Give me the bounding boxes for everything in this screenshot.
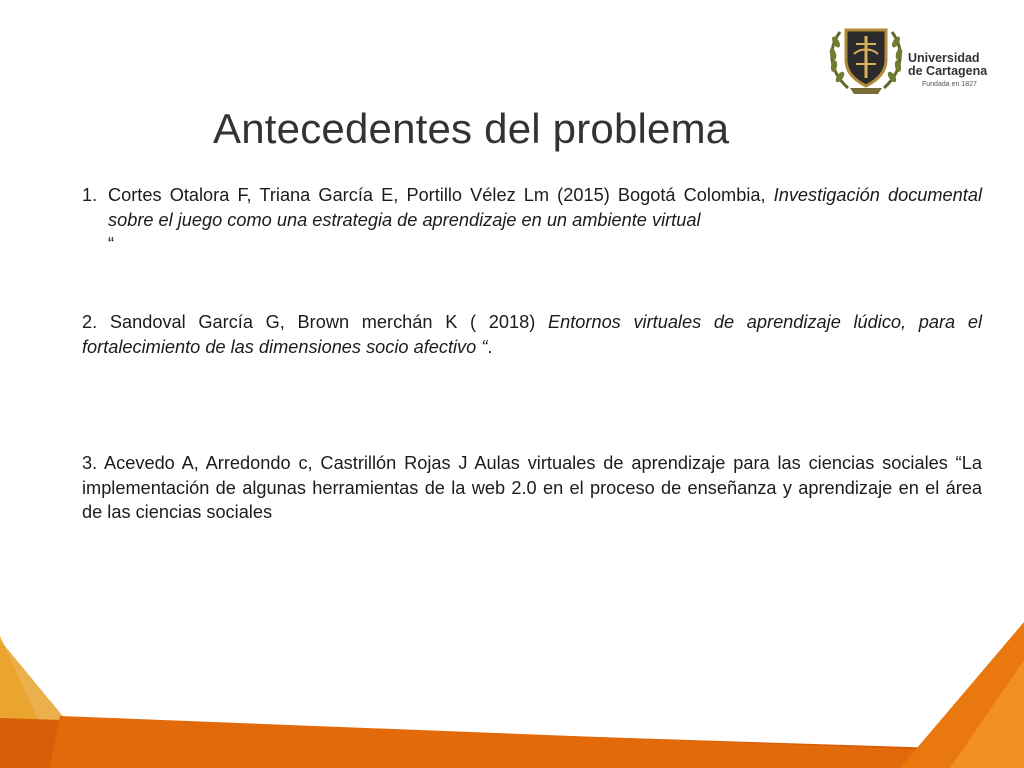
university-founded: Fundada en 1827	[922, 81, 977, 88]
university-name-line1: Universidad	[908, 51, 980, 65]
decorative-footer-shapes	[0, 600, 1024, 768]
university-name	[908, 52, 987, 88]
university-logo	[826, 18, 996, 100]
reference-title: Investigación documental sobre el juego como una estrategia de aprendizaje en un ambiente virtual	[108, 185, 982, 230]
reference-number: 1.	[82, 185, 98, 205]
reference-body	[108, 183, 982, 257]
reference-trailing-period: .	[487, 336, 493, 357]
reference-authors: Sandoval García G, Brown merchán K ( 2018)	[109, 312, 548, 332]
reference-authors: Cortes Otalora F, Triana García E, Portillo Vélez Lm (2015) Bogotá Colombia,	[108, 185, 774, 205]
reference-title: Entornos virtuales de aprendizaje lúdico, para el fortalecimiento de las dimensiones socio afectivo “	[82, 312, 983, 357]
reference-trailing-quote: “	[108, 234, 115, 254]
slide-title: Antecedentes del problema	[213, 105, 730, 152]
reference-number: 2.	[82, 312, 98, 332]
university-name-line2: de Cartagena	[908, 64, 988, 78]
reference-number: 3.	[82, 453, 98, 473]
reference-item-1	[82, 183, 982, 257]
decor-bottom-orange-band-inner	[50, 716, 930, 768]
reference-item-3	[82, 451, 982, 525]
reference-item-2	[82, 310, 982, 359]
reference-text: Acevedo A, Arredondo c, Castrillón Rojas J Aulas virtuales de aprendizaje para las ciencias sociales “La implementación de algunas herramientas de la web 2.0 en el proceso de enseñanza y aprendizaje en el área de las ciencias sociales	[82, 453, 982, 522]
university-crest-icon	[826, 18, 906, 100]
